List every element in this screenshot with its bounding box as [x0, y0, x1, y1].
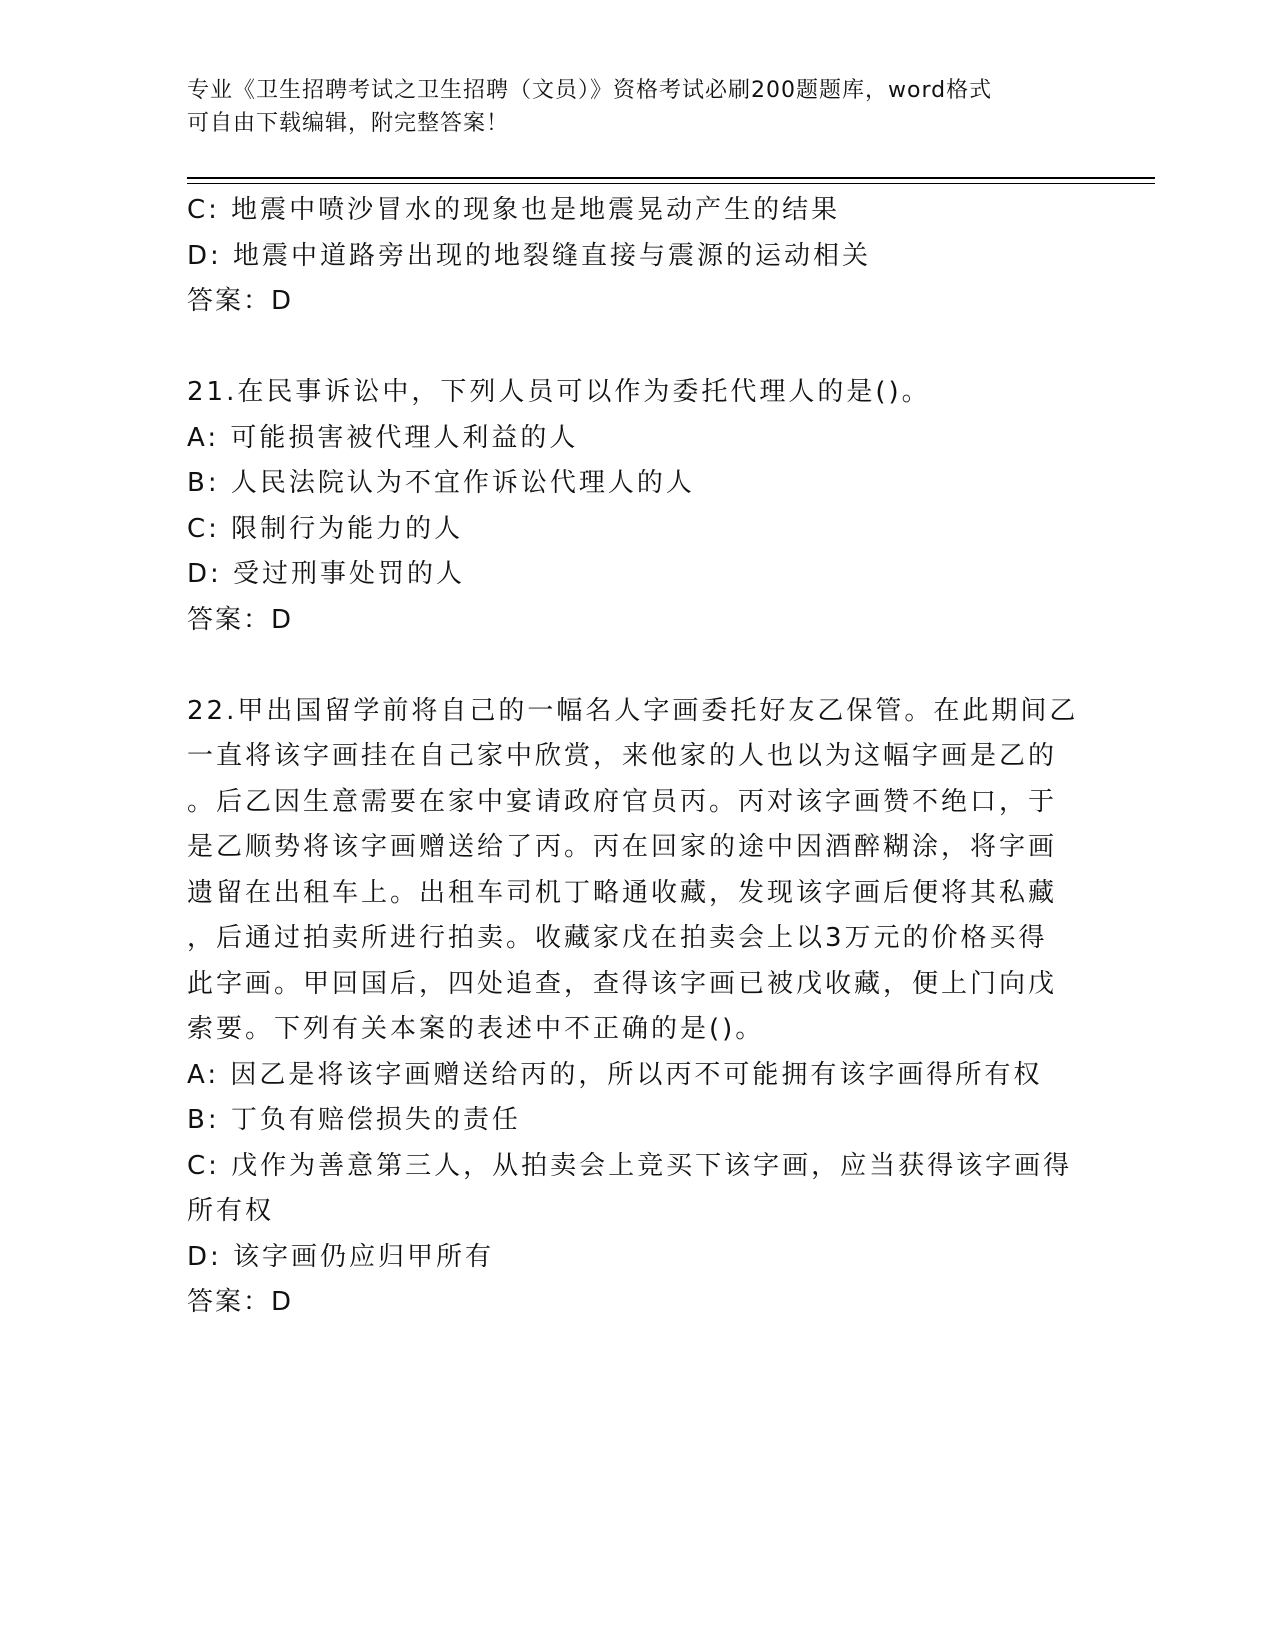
spacer	[187, 643, 1082, 689]
question-21	[187, 370, 1082, 643]
document-header	[187, 74, 1067, 140]
question-20-tail	[187, 188, 1082, 325]
answer: 答案：D	[187, 1287, 294, 1317]
question-stem-line: 22.甲出国留学前将自己的一幅名人字画委托好友乙保管。在此期间乙	[187, 695, 1079, 726]
header-line-1: 专业《卫生招聘考试之卫生招聘（文员）》资格考试必刷200题题库，word格式	[187, 78, 993, 103]
question-stem: 21.在民事诉讼中，下列人员可以作为委托代理人的是()。	[187, 377, 931, 407]
question-stem-line: ，后通过拍卖所进行拍卖。收藏家戊在拍卖会上以3万元的价格买得	[187, 923, 1048, 953]
option-d: D: 受过刑事处罚的人	[187, 559, 466, 589]
option-a: A: 因乙是将该字画赠送给丙的，所以丙不可能拥有该字画得所有权	[187, 1059, 1043, 1090]
option-c: C: 地震中喷沙冒水的现象也是地震晃动产生的结果	[187, 195, 841, 225]
option-a: A: 可能损害被代理人利益的人	[187, 422, 579, 453]
option-b: B: 人民法院认为不宜作诉讼代理人的人	[187, 468, 695, 498]
option-d: D: 地震中道路旁出现的地裂缝直接与震源的运动相关	[187, 240, 872, 271]
header-divider-thick	[187, 177, 1155, 179]
question-22	[187, 689, 1082, 1326]
question-stem-line: 是乙顺势将该字画赠送给了丙。丙在回家的途中因酒醉糊涂，将字画	[187, 832, 1058, 862]
header-divider-thin	[187, 183, 1155, 184]
question-stem-line: 此字画。甲回国后，四处追查，查得该字画已被戊收藏，便上门向戊	[187, 968, 1058, 999]
option-b: B: 丁负有赔偿损失的责任	[187, 1105, 521, 1135]
spacer	[187, 325, 1082, 371]
answer: 答案：D	[187, 286, 294, 316]
option-c-continued: 所有权	[187, 1196, 275, 1226]
question-stem-line: 一直将该字画挂在自己家中欣赏，来他家的人也以为这幅字画是乙的	[187, 741, 1058, 771]
question-stem-line: 。后乙因生意需要在家中宴请政府官员丙。丙对该字画赞不绝口，于	[187, 786, 1058, 817]
answer: 答案：D	[187, 604, 294, 635]
option-d: D: 该字画仍应归甲所有	[187, 1241, 495, 1272]
document-body	[187, 188, 1082, 1326]
option-c: C: 限制行为能力的人	[187, 513, 464, 544]
option-c: C: 戊作为善意第三人，从拍卖会上竞买下该字画，应当获得该字画得	[187, 1150, 1073, 1181]
header-line-2: 可自由下载编辑，附完整答案！	[187, 111, 510, 136]
question-stem-line: 遗留在出租车上。出租车司机丁略通收藏，发现该字画后便将其私藏	[187, 877, 1058, 908]
question-stem-line: 索要。下列有关本案的表述中不正确的是()。	[187, 1014, 765, 1044]
